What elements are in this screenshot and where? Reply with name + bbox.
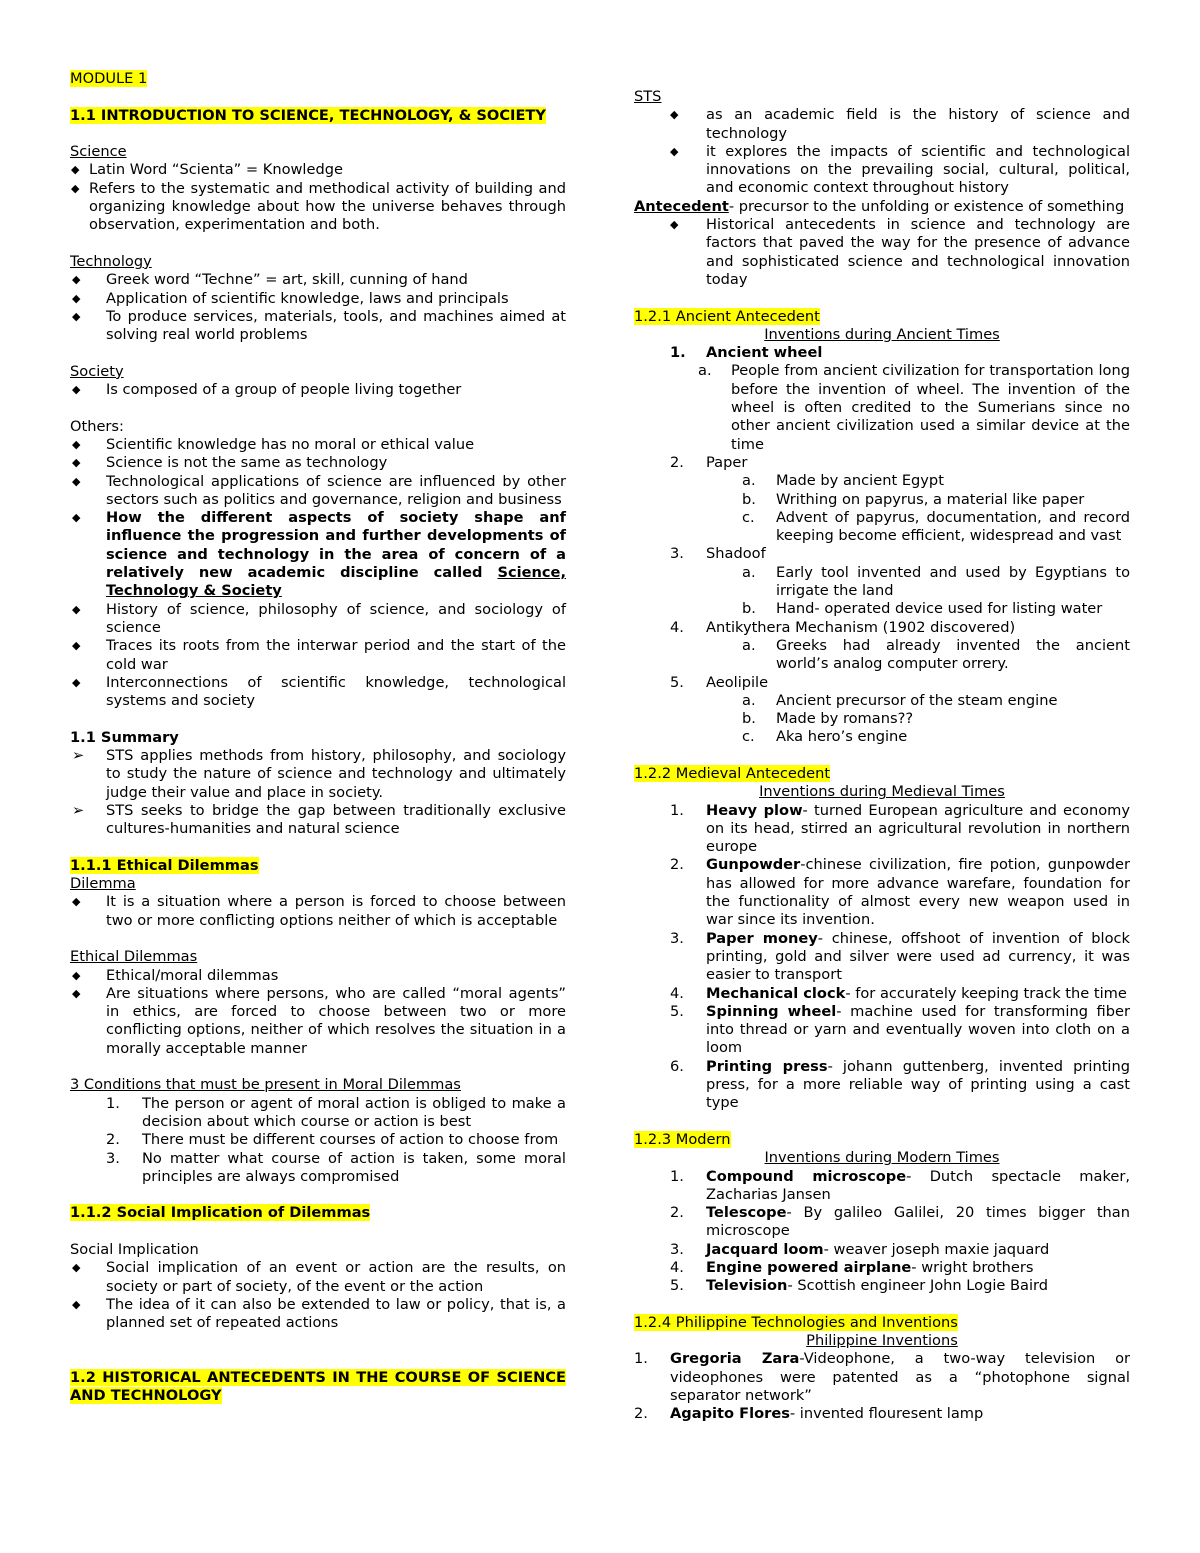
bullet-icon: ◆: [72, 968, 81, 982]
modern-heading: 1.2.3 Modern: [634, 1130, 731, 1148]
list-item: a. Early tool invented and used by Egyptians to irrigate the land: [742, 563, 1130, 600]
ethical-dilemmas-subheading: Ethical Dilemmas: [70, 948, 198, 966]
antecedent-term: Antecedent: [634, 197, 729, 215]
list-item: 5. Spinning wheel- machine used for transforming fiber into thread or yarn and eventually woven into cloth on a loom: [670, 1002, 1130, 1057]
list-item: 4. Engine powered airplane- wright brothers: [670, 1259, 1034, 1276]
others-heading: Others:: [70, 417, 124, 435]
section-1-1-heading: 1.1 INTRODUCTION TO SCIENCE, TECHNOLOGY, & SOCIETY: [70, 106, 546, 124]
list-item: c. Advent of papyrus, documentation, and record keeping become efficient, widespread and vast: [742, 508, 1130, 545]
bullet-icon: ◆: [670, 108, 679, 122]
bullet-icon: ◆: [72, 895, 81, 909]
list-item: 5. Television- Scottish engineer John Logie Baird: [670, 1277, 1049, 1295]
list-item: 3. Shadoof: [670, 545, 766, 563]
list-item: ➢ STS seeks to bridge the gap between traditionally exclusive cultures-humanities and natural science: [72, 801, 566, 838]
bullet-icon: ◆: [72, 511, 81, 525]
list-item: a. People from ancient civilization for transportation long before the invention of wheel. The invention of the wheel is often credited to the Sumerians since no other ancient civilization used a similar device at the time: [698, 362, 1130, 453]
list-item: ◆ as an academic field is the history of science and technology: [670, 106, 1130, 142]
list-item: b. Hand- operated device used for listing water: [742, 600, 1103, 618]
list-item: ◆ Ethical/moral dilemmas: [72, 966, 279, 984]
summary-heading: 1.1 Summary: [70, 728, 179, 746]
list-item: b. Made by romans??: [742, 710, 914, 728]
medieval-subheading: Inventions during Medieval Times: [759, 783, 1005, 801]
list-item: ◆ Greek word “Techne” = art, skill, cunning of hand: [72, 271, 468, 289]
bullet-icon: ◆: [72, 456, 81, 470]
list-item: ◆ History of science, philosophy of science, and sociology of science: [72, 600, 566, 636]
arrow-bullet-icon: ➢: [72, 801, 85, 819]
left-column: [70, 70, 566, 1406]
conditions-heading: 3 Conditions that must be present in Moral Dilemmas: [70, 1076, 461, 1094]
list-item: ◆ It is a situation where a person is forced to choose between two or more conflicting options neither of which is acceptable: [72, 893, 566, 929]
bullet-icon: ◆: [72, 474, 81, 488]
philippine-heading: 1.2.4 Philippine Technologies and Inventions: [634, 1313, 958, 1331]
ancient-antecedent-heading: 1.2.1 Ancient Antecedent: [634, 307, 820, 325]
arrow-bullet-icon: ➢: [72, 746, 85, 764]
bullet-icon: ◆: [72, 1261, 81, 1275]
bullet-icon: ◆: [71, 163, 80, 177]
sts-heading: STS: [634, 88, 662, 105]
list-item: 2. There must be different courses of action to choose from: [106, 1131, 559, 1149]
bullet-icon: ◆: [71, 181, 80, 195]
bullet-icon: ◆: [670, 144, 679, 158]
list-item: b. Writhing on papyrus, a material like paper: [742, 490, 1085, 508]
list-item: 2. Agapito Flores- invented flouresent lamp: [634, 1405, 984, 1423]
science-heading: Science: [70, 143, 127, 161]
bullet-icon: ◆: [72, 675, 81, 689]
list-item: ◆ Refers to the systematic and methodical activity of building and organizing knowledge about how the universe behaves through observation, experimentation and both.: [71, 179, 566, 234]
list-item: 1. Gregoria Zara-Videophone, a two-way television or videophones were patented as a “photophone signal separator network”: [634, 1350, 1131, 1405]
antecedent-definition: - precursor to the unfolding or existence of something: [728, 197, 1125, 215]
list-item: a. Greeks had already invented the ancient world’s analog computer orrery.: [742, 636, 1130, 673]
list-item: 6. Printing press- johann guttenberg, invented printing press, for a more reliable way of printing using a cast type: [670, 1057, 1130, 1112]
list-item: 3. No matter what course of action is taken, some moral principles are always compromised: [106, 1149, 566, 1185]
ethical-dilemmas-heading: 1.1.1 Ethical Dilemmas: [70, 856, 259, 874]
technology-heading: Technology: [70, 252, 152, 270]
dilemma-heading: Dilemma: [70, 875, 136, 893]
list-item: ◆ Traces its roots from the interwar period and the start of the cold war: [72, 637, 566, 673]
list-item: ◆ it explores the impacts of scientific and technological innovations on the prevailing social, cultural, political, and economic context throughout history: [670, 142, 1130, 197]
bullet-icon: ◆: [72, 1297, 81, 1311]
medieval-antecedent-heading: 1.2.2 Medieval Antecedent: [634, 764, 831, 782]
social-implication-heading: 1.1.2 Social Implication of Dilemmas: [70, 1204, 371, 1222]
list-item: ◆ Science is not the same as technology: [72, 454, 388, 472]
list-item: a. Made by ancient Egypt: [742, 472, 944, 490]
modern-subheading: Inventions during Modern Times: [764, 1149, 1000, 1167]
list-item: ◆ Historical antecedents in science and technology are factors that paved the way for the presence of advance and sophisticated science and technological innovation today: [670, 216, 1130, 288]
list-item: 2. Gunpowder-chinese civilization, fire potion, gunpowder has allowed for more advance warefare, foundation for the functionality of almost every new weapon used in war since its invention.: [670, 856, 1130, 929]
bullet-icon: ◆: [72, 437, 81, 451]
bullet-icon: ◆: [72, 639, 81, 653]
list-item: ◆ The idea of it can also be extended to law or policy, that is, a planned set of repeated actions: [72, 1295, 566, 1332]
sts-link-text: Science, Technology & Society: [106, 564, 566, 600]
list-item: 1. The person or agent of moral action is obliged to make a decision about which course or action is best: [106, 1094, 566, 1130]
list-item: 3. Jacquard loom- weaver joseph maxie jaquard: [670, 1240, 1050, 1258]
list-item: 1. Compound microscope- Dutch spectacle maker, Zacharias Jansen: [670, 1167, 1131, 1203]
right-column: [634, 88, 1130, 1424]
society-heading: Society: [70, 362, 124, 380]
list-item: a. Ancient precursor of the steam engine: [742, 691, 1058, 709]
list-item: ◆ To produce services, materials, tools, and machines aimed at solving real world problems: [72, 307, 566, 344]
list-item: ◆ Are situations where persons, who are called “moral agents” in ethics, are forced to choose between two or more conflicting options, neither of which resolves the situation in a morally acceptable manner: [72, 984, 566, 1057]
bullet-icon: ◆: [72, 291, 81, 305]
list-item: 1. Ancient wheel: [670, 344, 823, 362]
bullet-icon: ◆: [72, 986, 81, 1000]
list-item: 4. Antikythera Mechanism (1902 discovered): [670, 618, 1016, 636]
list-item: ◆ How the different aspects of society shape anf influence the progression and further developments of science and technology in the area of concern of a relatively new academic discipline called Science, Technology & Society: [72, 509, 566, 600]
bullet-icon: ◆: [72, 383, 81, 397]
ancient-subheading: Inventions during Ancient Times: [764, 325, 1000, 343]
list-item: 3. Paper money- chinese, offshoot of invention of block printing, gold and silver were used ad currency, it was easier to transport: [670, 929, 1130, 984]
list-item: ◆ Application of scientific knowledge, laws and principals: [72, 289, 509, 307]
bullet-icon: ◆: [670, 218, 679, 232]
list-item: ➢ STS applies methods from history, philosophy, and sociology to study the nature of science and technology and ultimately judge their value and place in society.: [72, 746, 566, 801]
list-item: 2. Paper: [670, 453, 748, 471]
bullet-icon: ◆: [72, 602, 81, 616]
bullet-icon: ◆: [72, 273, 81, 287]
list-item: 5. Aeolipile: [670, 673, 769, 691]
module-title: MODULE 1: [70, 70, 148, 87]
list-item: 1. Heavy plow- turned European agriculture and economy on its head, stirred an agricultural revolution in northern europe: [670, 801, 1130, 856]
list-item: ◆ Latin Word “Scienta” = Knowledge: [71, 161, 343, 179]
list-item: c. Aka hero’s engine: [742, 728, 908, 746]
philippine-subheading: Philippine Inventions: [806, 1332, 958, 1350]
list-item: 2. Telescope- By galileo Galilei, 20 times bigger than microscope: [670, 1204, 1130, 1240]
social-implication-subheading: Social Implication: [70, 1241, 199, 1258]
list-item: ◆ Is composed of a group of people living together: [72, 381, 462, 399]
section-1-2-heading: 1.2 HISTORICAL ANTECEDENTS IN THE COURSE OF SCIENCE AND TECHNOLOGY: [70, 1369, 566, 1405]
list-item: ◆ Interconnections of scientific knowledge, technological systems and society: [72, 673, 566, 710]
list-item: ◆ Social implication of an event or action are the results, on society or part of society, of the event or the action: [72, 1259, 566, 1295]
list-item: ◆ Scientific knowledge has no moral or ethical value: [72, 435, 475, 453]
bullet-icon: ◆: [72, 309, 81, 323]
list-item: 4. Mechanical clock- for accurately keeping track the time: [670, 984, 1127, 1002]
list-item: ◆ Technological applications of science are influenced by other sectors such as politics and governance, religion and business: [72, 472, 566, 508]
